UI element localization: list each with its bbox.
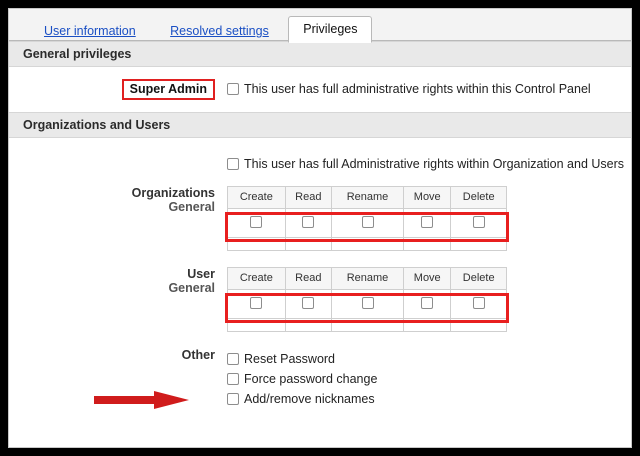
- organizations-grid-cell: [227, 186, 631, 251]
- super-admin-checkbox-label: This user has full administrative rights within this Control Panel: [244, 82, 591, 96]
- other-option-reset-password: [227, 349, 631, 369]
- column-header-read: Read: [285, 187, 331, 209]
- column-header-create: Create: [228, 187, 286, 209]
- column-header-rename: Rename: [331, 268, 403, 290]
- cell-org-extra-2: [285, 238, 331, 251]
- cell-org-extra-1: [228, 238, 286, 251]
- cell-org-read: [285, 209, 331, 238]
- table-row: [228, 209, 507, 238]
- cell-user-extra-1: [228, 319, 286, 332]
- table-row: [228, 238, 507, 251]
- organizations-grid-wrap: [227, 186, 507, 251]
- org-read-checkbox[interactable]: [302, 216, 314, 228]
- org-delete-checkbox[interactable]: [473, 216, 485, 228]
- user-permissions-row: [9, 267, 631, 332]
- org-rename-checkbox[interactable]: [362, 216, 374, 228]
- cell-org-delete: [451, 209, 507, 238]
- super-admin-label-cell: [9, 79, 227, 100]
- force-password-change-checkbox[interactable]: [227, 373, 239, 385]
- cell-org-rename: [331, 209, 403, 238]
- column-header-move: Move: [404, 187, 451, 209]
- cell-user-extra-4: [404, 319, 451, 332]
- organizations-label-cell: [9, 186, 227, 214]
- cell-org-extra-5: [451, 238, 507, 251]
- other-label: Other: [181, 348, 215, 362]
- add-remove-nicknames-label: Add/remove nicknames: [244, 392, 375, 406]
- user-create-checkbox[interactable]: [250, 297, 262, 309]
- user-read-checkbox[interactable]: [302, 297, 314, 309]
- user-label: User: [187, 267, 215, 281]
- tab-resolved-settings[interactable]: Resolved settings: [170, 24, 269, 38]
- super-admin-label: Super Admin: [122, 79, 215, 100]
- cell-org-extra-3: [331, 238, 403, 251]
- table-row: [228, 319, 507, 332]
- table-row: [228, 290, 507, 319]
- table-header-row: [228, 268, 507, 290]
- tab-user-information[interactable]: User information: [44, 24, 136, 38]
- cell-user-extra-2: [285, 319, 331, 332]
- cell-org-move: [404, 209, 451, 238]
- table-header-row: [228, 187, 507, 209]
- other-label-cell: [9, 348, 227, 362]
- super-admin-checkbox-line: [227, 79, 631, 99]
- full-admin-checkbox[interactable]: [227, 158, 239, 170]
- user-move-checkbox[interactable]: [421, 297, 433, 309]
- red-arrow-annotation-icon: [94, 390, 190, 410]
- super-admin-highlight: [122, 79, 215, 100]
- user-label-cell: [9, 267, 227, 295]
- organizations-sublabel: General: [168, 200, 215, 214]
- super-admin-checkbox[interactable]: [227, 83, 239, 95]
- column-header-read: Read: [285, 268, 331, 290]
- cell-org-extra-4: [404, 238, 451, 251]
- tab-bar: [9, 9, 631, 41]
- org-move-checkbox[interactable]: [421, 216, 433, 228]
- cell-user-delete: [451, 290, 507, 319]
- column-header-delete: Delete: [451, 187, 507, 209]
- column-header-rename: Rename: [331, 187, 403, 209]
- user-permission-table: [227, 267, 507, 332]
- force-password-change-label: Force password change: [244, 372, 378, 386]
- other-option-force-password-change: [227, 369, 631, 389]
- cell-user-extra-3: [331, 319, 403, 332]
- column-header-move: Move: [404, 268, 451, 290]
- other-options-cell: [227, 348, 631, 409]
- cell-user-read: [285, 290, 331, 319]
- organizations-label: Organizations: [131, 186, 215, 200]
- reset-password-checkbox[interactable]: [227, 353, 239, 365]
- user-grid-cell: [227, 267, 631, 332]
- org-create-checkbox[interactable]: [250, 216, 262, 228]
- tab-privileges[interactable]: Privileges: [288, 16, 372, 43]
- super-admin-row: [9, 79, 631, 100]
- user-rename-checkbox[interactable]: [362, 297, 374, 309]
- user-grid-wrap: [227, 267, 507, 332]
- column-header-delete: Delete: [451, 268, 507, 290]
- cell-org-create: [228, 209, 286, 238]
- cell-user-create: [228, 290, 286, 319]
- cell-user-move: [404, 290, 451, 319]
- full-admin-field-cell: [227, 154, 631, 174]
- super-admin-field-cell: [227, 79, 631, 99]
- organizations-permission-table: [227, 186, 507, 251]
- section-header-organizations-and-users: Organizations and Users: [9, 112, 631, 138]
- other-option-add-remove-nicknames: [227, 389, 631, 409]
- organizations-permissions-row: [9, 186, 631, 251]
- user-delete-checkbox[interactable]: [473, 297, 485, 309]
- column-header-create: Create: [228, 268, 286, 290]
- control-panel-window: [8, 8, 632, 448]
- add-remove-nicknames-checkbox[interactable]: [227, 393, 239, 405]
- full-admin-checkbox-label: This user has full Administrative rights within Organization and Users: [244, 157, 625, 171]
- cell-user-rename: [331, 290, 403, 319]
- full-admin-checkbox-line: [227, 154, 631, 174]
- cell-user-extra-5: [451, 319, 507, 332]
- full-admin-row: [9, 154, 631, 174]
- user-sublabel: General: [168, 281, 215, 295]
- section-header-general-privileges: General privileges: [9, 41, 631, 67]
- reset-password-label: Reset Password: [244, 352, 336, 366]
